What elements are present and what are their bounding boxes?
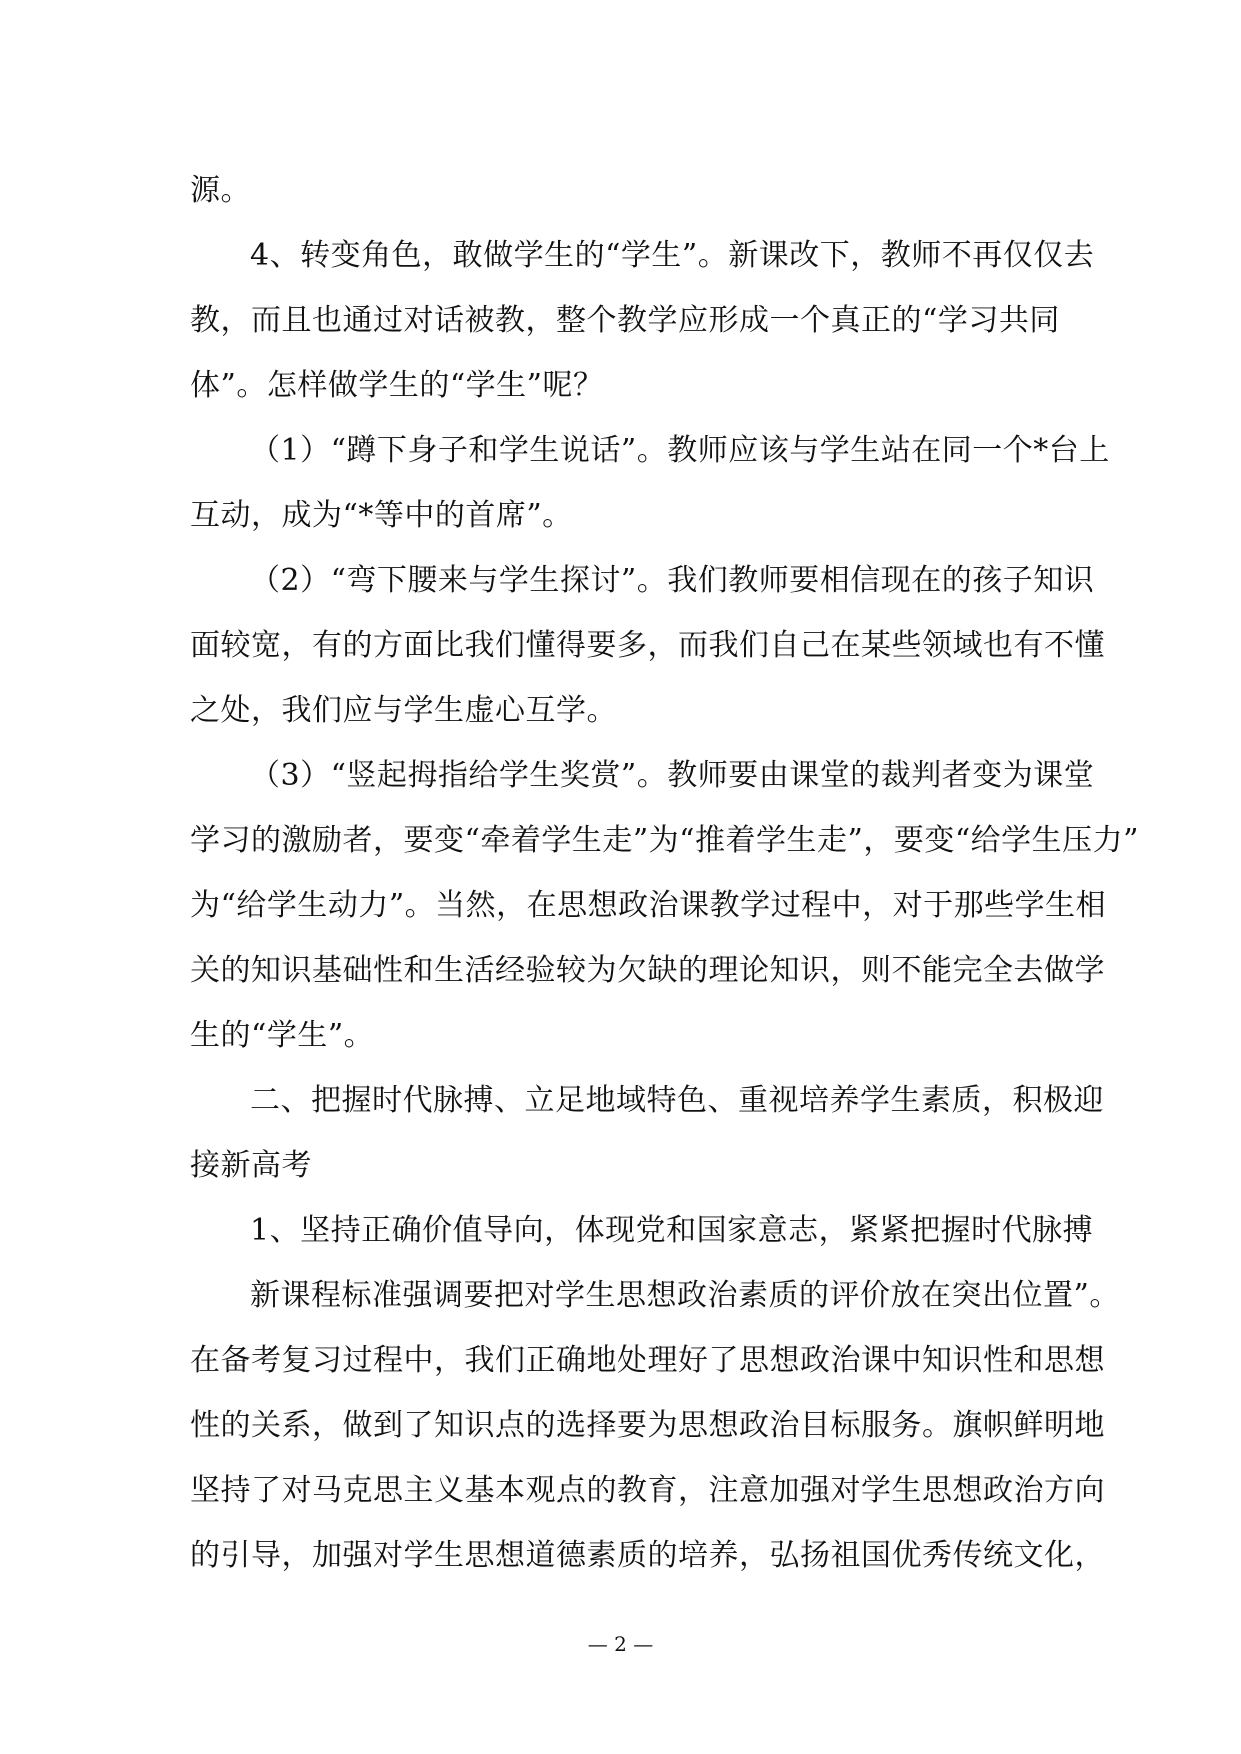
text-line: 在备考复习过程中，我们正确地处理好了思想政治课中知识性和思想 [190, 1343, 1105, 1378]
section-heading-line: 接新高考 [190, 1148, 312, 1183]
text-line: （1）“蹲下身子和学生说话”。教师应该与学生站在同一个*台上 [250, 433, 1110, 468]
text-line: 面较宽，有的方面比我们懂得要多，而我们自己在某些领域也有不懂 [190, 628, 1105, 663]
section-heading-line: 二、把握时代脉搏、立足地域特色、重视培养学生素质，积极迎 [250, 1083, 1104, 1118]
text-line: 关的知识基础性和生活经验较为欠缺的理论知识，则不能完全去做学 [190, 953, 1105, 988]
document-body [190, 158, 1140, 1588]
text-line: （3）“竖起拇指给学生奖赏”。教师要由课堂的裁判者变为课堂 [250, 758, 1095, 793]
subsection-heading-line: 1、坚持正确价值导向，体现党和国家意志，紧紧把握时代脉搏 [250, 1213, 1094, 1248]
text-line: 性的关系，做到了知识点的选择要为思想政治目标服务。旗帜鲜明地 [190, 1408, 1105, 1443]
text-line: 4、转变角色，敢做学生的“学生”。新课改下，教师不再仅仅去 [250, 238, 1095, 273]
text-line: 之处，我们应与学生虚心互学。 [190, 693, 617, 728]
text-line: 生的“学生”。 [190, 1018, 375, 1053]
text-line: 学习的激励者，要变“牵着学生走”为“推着学生走”，要变“给学生压力” [190, 823, 1140, 858]
text-line: 体”。怎样做学生的“学生”呢？ [190, 368, 604, 403]
text-line: 教，而且也通过对话被教，整个教学应形成一个真正的“学习共同 [190, 303, 1060, 338]
page-number: — 2 — [587, 1632, 654, 1656]
text-line: 的引导，加强对学生思想道德素质的培养，弘扬祖国优秀传统文化， [190, 1538, 1105, 1573]
text-line: 互动，成为“*等中的首席”。 [190, 498, 573, 533]
text-line: 为“给学生动力”。当然，在思想政治课教学过程中，对于那些学生相 [190, 888, 1107, 923]
text-line: （2）“弯下腰来与学生探讨”。我们教师要相信现在的孩子知识 [250, 563, 1095, 598]
text-line: 坚持了对马克思主义基本观点的教育，注意加强对学生思想政治方向 [190, 1473, 1105, 1508]
text-line: 新课程标准强调要把对学生思想政治素质的评价放在突出位置”。 [250, 1278, 1120, 1313]
text-line: 源。 [190, 173, 251, 208]
